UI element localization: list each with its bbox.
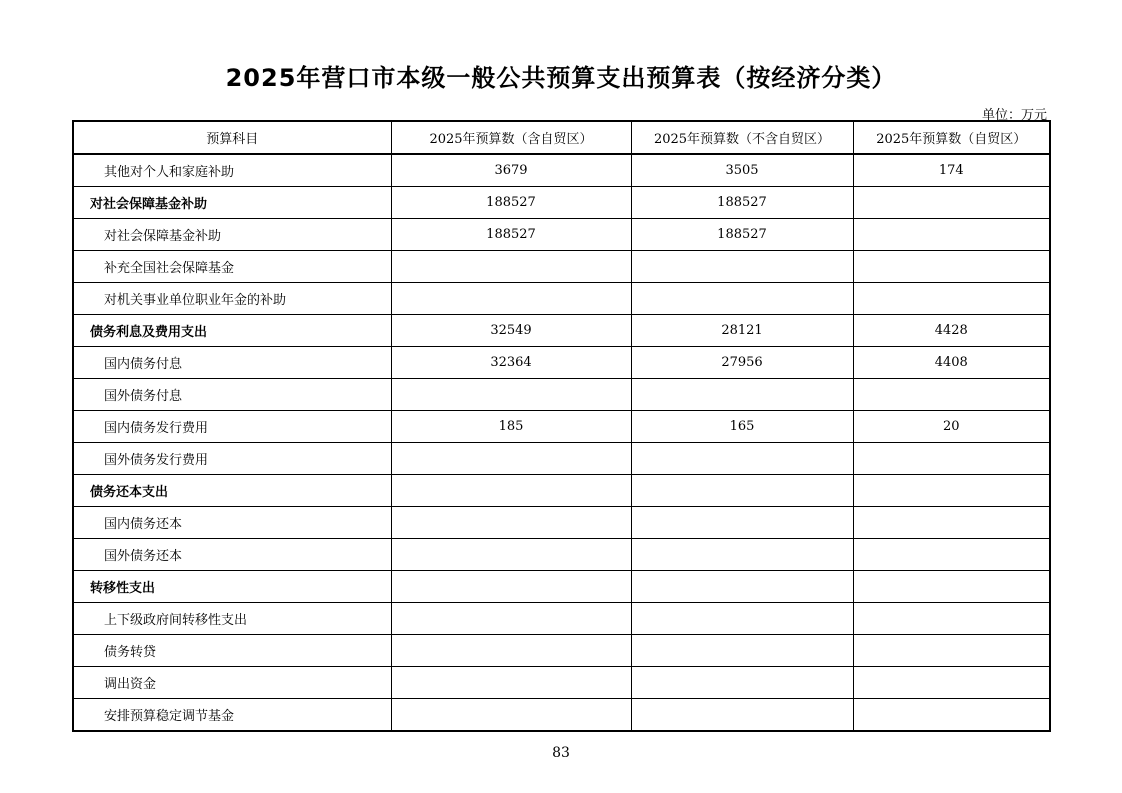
page-title: 2025年营口市本级一般公共预算支出预算表（按经济分类） bbox=[225, 64, 897, 92]
table-row bbox=[73, 699, 1050, 732]
value-excl-ftz-cell: 3505 bbox=[631, 154, 853, 187]
value-incl-ftz-cell bbox=[391, 699, 631, 732]
value-ftz-cell: 174 bbox=[853, 154, 1050, 187]
value-excl-ftz-cell bbox=[631, 635, 853, 667]
budget-table bbox=[72, 120, 1051, 732]
table-row bbox=[73, 411, 1050, 443]
value-incl-ftz-cell bbox=[391, 443, 631, 475]
subcategory-name-cell: 国内债务还本 bbox=[73, 507, 391, 539]
category-name-cell: 债务还本支出 bbox=[73, 475, 391, 507]
value-incl-ftz-cell: 188527 bbox=[391, 187, 631, 219]
value-incl-ftz-cell bbox=[391, 507, 631, 539]
table-row bbox=[73, 379, 1050, 411]
table-row bbox=[73, 635, 1050, 667]
table-body bbox=[73, 154, 1050, 731]
value-ftz-cell bbox=[853, 443, 1050, 475]
value-ftz-cell bbox=[853, 667, 1050, 699]
table-row bbox=[73, 475, 1050, 507]
subcategory-name-cell: 债务转贷 bbox=[73, 635, 391, 667]
value-incl-ftz-cell bbox=[391, 635, 631, 667]
table-row bbox=[73, 315, 1050, 347]
column-header-subject: 预算科目 bbox=[73, 121, 391, 154]
subcategory-name-cell: 其他对个人和家庭补助 bbox=[73, 154, 391, 187]
table-row bbox=[73, 667, 1050, 699]
subcategory-name-cell: 安排预算稳定调节基金 bbox=[73, 699, 391, 732]
value-incl-ftz-cell bbox=[391, 571, 631, 603]
value-ftz-cell bbox=[853, 475, 1050, 507]
value-incl-ftz-cell: 32549 bbox=[391, 315, 631, 347]
category-name-cell: 债务利息及费用支出 bbox=[73, 315, 391, 347]
value-excl-ftz-cell bbox=[631, 475, 853, 507]
value-ftz-cell bbox=[853, 219, 1050, 251]
value-ftz-cell: 4428 bbox=[853, 315, 1050, 347]
value-excl-ftz-cell: 28121 bbox=[631, 315, 853, 347]
category-name-cell: 转移性支出 bbox=[73, 571, 391, 603]
value-ftz-cell bbox=[853, 635, 1050, 667]
value-excl-ftz-cell bbox=[631, 379, 853, 411]
page-number: 83 bbox=[552, 745, 570, 761]
value-ftz-cell bbox=[853, 379, 1050, 411]
table-row bbox=[73, 571, 1050, 603]
subcategory-name-cell: 国外债务发行费用 bbox=[73, 443, 391, 475]
value-excl-ftz-cell bbox=[631, 539, 853, 571]
subcategory-name-cell: 国内债务发行费用 bbox=[73, 411, 391, 443]
value-ftz-cell bbox=[853, 251, 1050, 283]
value-excl-ftz-cell bbox=[631, 283, 853, 315]
value-excl-ftz-cell bbox=[631, 603, 853, 635]
value-incl-ftz-cell bbox=[391, 251, 631, 283]
value-incl-ftz-cell bbox=[391, 283, 631, 315]
value-ftz-cell bbox=[853, 603, 1050, 635]
subcategory-name-cell: 国外债务还本 bbox=[73, 539, 391, 571]
table-row bbox=[73, 219, 1050, 251]
table-row bbox=[73, 443, 1050, 475]
column-header-ftz: 2025年预算数（自贸区） bbox=[853, 121, 1050, 154]
value-incl-ftz-cell: 3679 bbox=[391, 154, 631, 187]
value-ftz-cell bbox=[853, 187, 1050, 219]
subcategory-name-cell: 国内债务付息 bbox=[73, 347, 391, 379]
unit-label: 单位：万元 bbox=[981, 108, 1047, 123]
table-header-row bbox=[73, 121, 1050, 154]
value-ftz-cell bbox=[853, 539, 1050, 571]
value-incl-ftz-cell bbox=[391, 475, 631, 507]
subcategory-name-cell: 上下级政府间转移性支出 bbox=[73, 603, 391, 635]
value-excl-ftz-cell: 27956 bbox=[631, 347, 853, 379]
value-excl-ftz-cell bbox=[631, 251, 853, 283]
subcategory-name-cell: 对机关事业单位职业年金的补助 bbox=[73, 283, 391, 315]
category-name-cell: 对社会保障基金补助 bbox=[73, 187, 391, 219]
value-excl-ftz-cell: 188527 bbox=[631, 219, 853, 251]
value-ftz-cell bbox=[853, 571, 1050, 603]
value-excl-ftz-cell bbox=[631, 571, 853, 603]
table-row bbox=[73, 283, 1050, 315]
value-ftz-cell bbox=[853, 507, 1050, 539]
column-header-incl-ftz: 2025年预算数（含自贸区） bbox=[391, 121, 631, 154]
table-row bbox=[73, 507, 1050, 539]
column-header-excl-ftz: 2025年预算数（不含自贸区） bbox=[631, 121, 853, 154]
value-excl-ftz-cell bbox=[631, 507, 853, 539]
value-incl-ftz-cell: 185 bbox=[391, 411, 631, 443]
value-ftz-cell bbox=[853, 699, 1050, 732]
value-incl-ftz-cell: 188527 bbox=[391, 219, 631, 251]
table-row bbox=[73, 251, 1050, 283]
value-incl-ftz-cell bbox=[391, 667, 631, 699]
value-incl-ftz-cell bbox=[391, 539, 631, 571]
table-row bbox=[73, 539, 1050, 571]
value-excl-ftz-cell bbox=[631, 699, 853, 732]
value-incl-ftz-cell: 32364 bbox=[391, 347, 631, 379]
subcategory-name-cell: 对社会保障基金补助 bbox=[73, 219, 391, 251]
subcategory-name-cell: 调出资金 bbox=[73, 667, 391, 699]
value-excl-ftz-cell bbox=[631, 667, 853, 699]
value-excl-ftz-cell bbox=[631, 443, 853, 475]
value-incl-ftz-cell bbox=[391, 379, 631, 411]
value-incl-ftz-cell bbox=[391, 603, 631, 635]
value-excl-ftz-cell: 165 bbox=[631, 411, 853, 443]
value-ftz-cell: 4408 bbox=[853, 347, 1050, 379]
subcategory-name-cell: 补充全国社会保障基金 bbox=[73, 251, 391, 283]
table-row bbox=[73, 187, 1050, 219]
table-row bbox=[73, 347, 1050, 379]
value-ftz-cell bbox=[853, 283, 1050, 315]
table-row bbox=[73, 154, 1050, 187]
subcategory-name-cell: 国外债务付息 bbox=[73, 379, 391, 411]
value-excl-ftz-cell: 188527 bbox=[631, 187, 853, 219]
value-ftz-cell: 20 bbox=[853, 411, 1050, 443]
table-row bbox=[73, 603, 1050, 635]
